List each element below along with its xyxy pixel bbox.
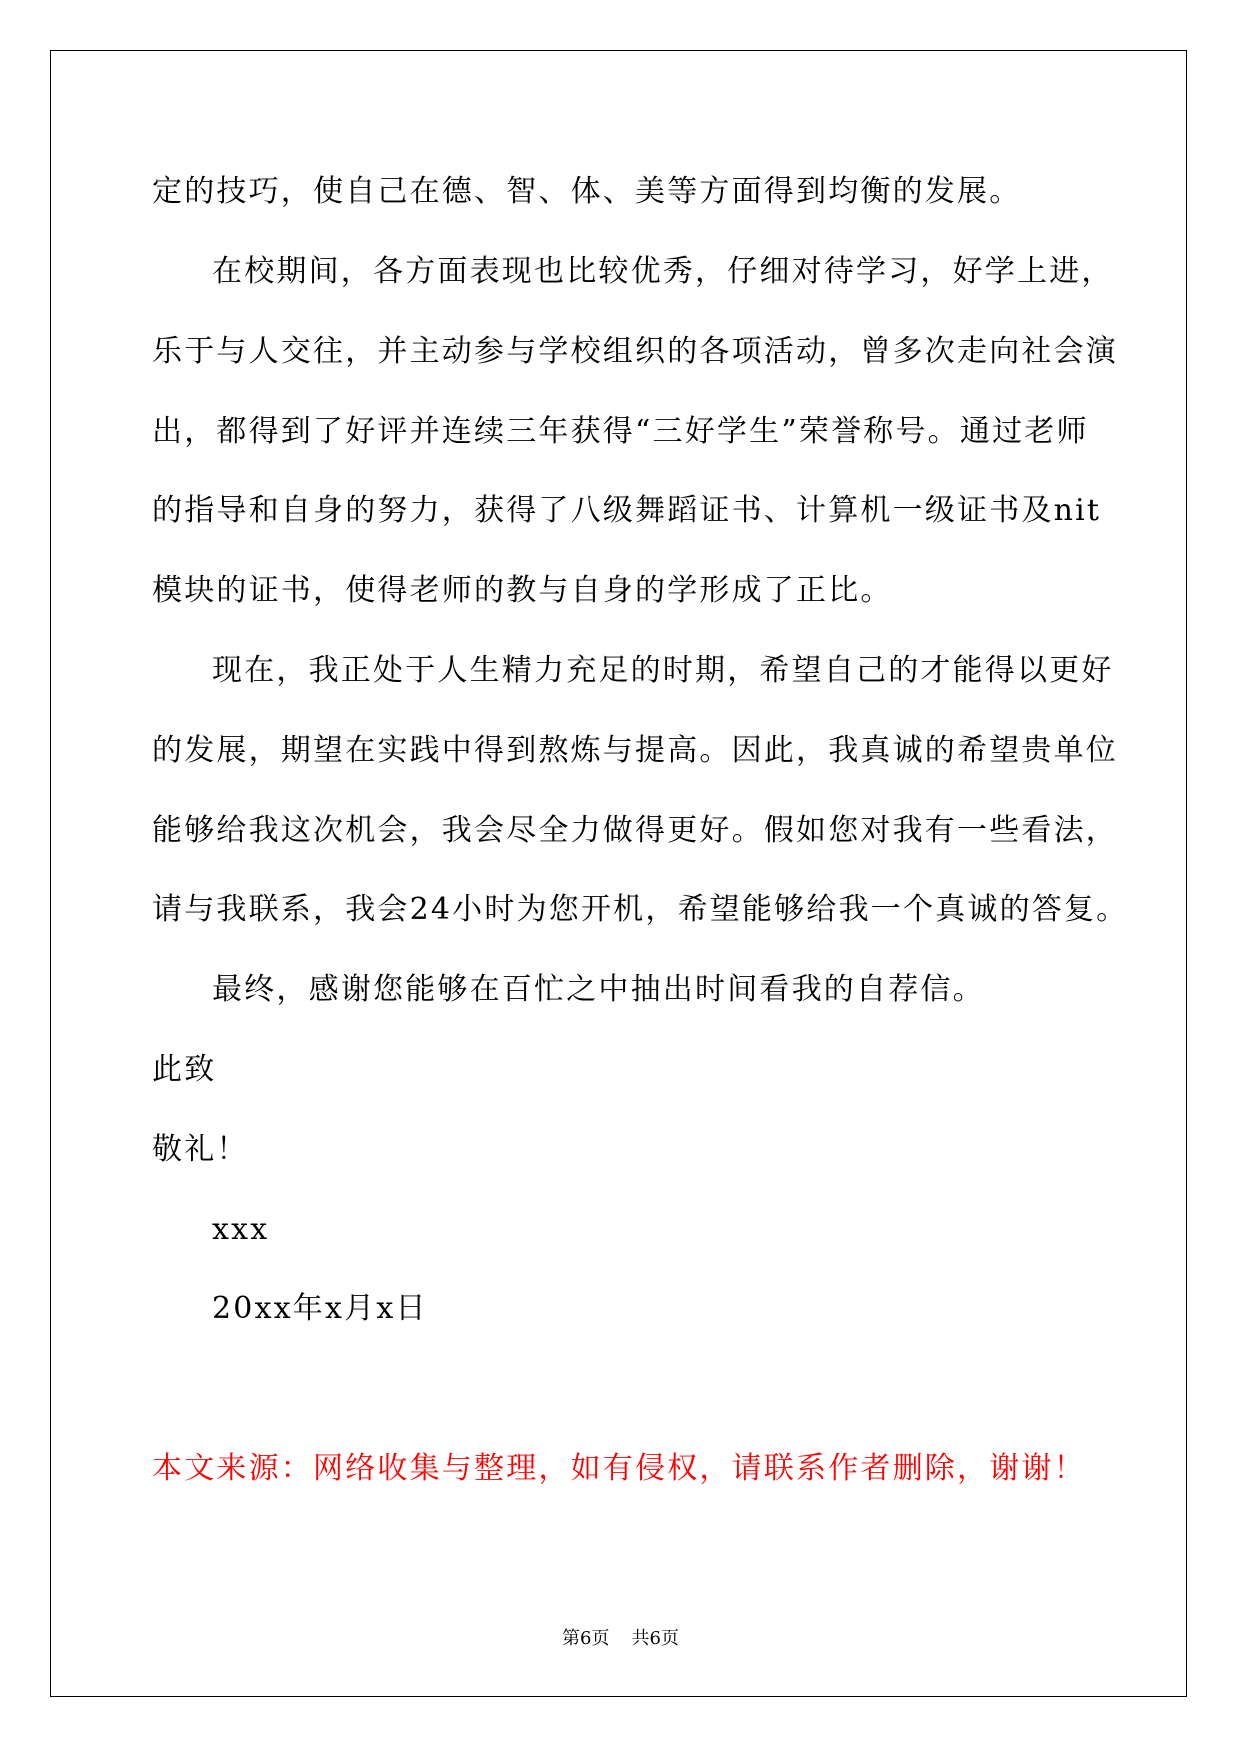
body-line-6: 模块的证书，使得老师的教与自身的学形成了正比。 (152, 573, 893, 608)
signature: xxx (212, 1212, 270, 1247)
body-line-10: 请与我联系，我会24小时为您开机，希望能够给我一个真诚的答复。 (152, 892, 1129, 927)
body-line-3: 乐于与人交往，并主动参与学校组织的各项活动，曾多次走向社会演 (152, 334, 1118, 369)
body-line-4: 出，都得到了好评并连续三年获得“三好学生”荣誉称号。通过老师 (152, 414, 1089, 449)
body-line-2: 在校期间，各方面表现也比较优秀，仔细对待学习，好学上进， (212, 254, 1114, 289)
closing-salutation: 此致 (152, 1052, 217, 1087)
page-footer (0, 1627, 1241, 1651)
body-line-5: 的指导和自身的努力，获得了八级舞蹈证书、计算机一级证书及nit (152, 493, 1102, 528)
closing-regards: 敬礼！ (152, 1132, 249, 1167)
body-line-8: 的发展，期望在实践中得到熬炼与提高。因此，我真诚的希望贵单位 (152, 733, 1118, 768)
body-line-7: 现在，我正处于人生精力充足的时期，希望自己的才能得以更好 (212, 653, 1114, 688)
source-note: 本文来源：网络收集与整理，如有侵权，请联系作者删除，谢谢！ (152, 1451, 1086, 1486)
page-total: 共6页 (631, 1628, 679, 1649)
letter-date: 20xx年x月x日 (212, 1291, 428, 1326)
body-line-11: 最终，感谢您能够在百忙之中抽出时间看我的自荐信。 (212, 972, 985, 1007)
body-line-1: 定的技巧，使自己在德、智、体、美等方面得到均衡的发展。 (152, 174, 1022, 209)
page-number: 第6页 (562, 1628, 610, 1649)
body-line-9: 能够给我这次机会，我会尽全力做得更好。假如您对我有一些看法， (152, 813, 1118, 848)
